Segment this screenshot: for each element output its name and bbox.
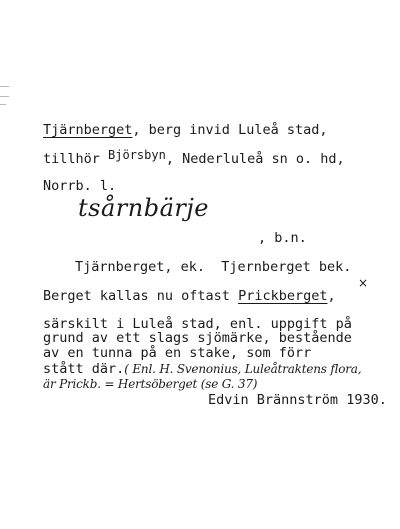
county-abbrev: Norrb. l. [43,178,117,194]
edge-mark [0,104,6,105]
edge-mark [0,86,9,87]
handwritten-note-1: ( Enl. H. Svenonius, Luleåtraktens flora, [124,362,362,376]
current-name: Prickberget [238,288,328,304]
signature-surname: Brännström [256,392,339,408]
dialect-abbrev: , b.n. [258,230,307,246]
signature [208,392,387,408]
card-line-7: särskilt i Luleå stad, enl. uppgift på [43,316,352,332]
signature-first: Edvin [208,392,257,408]
head-word: Tjärnberget [43,122,133,138]
dialect-form: tsårnbärje [78,194,209,222]
line2-start: tillhör [43,151,109,167]
card-line-3 [43,178,116,194]
handwritten-note-2: är Prickb. = Hertsöberget (se G. 37) [43,377,258,391]
card-line-8: grund av ett slags sjömärke, bestående [43,330,352,346]
card-line-5: Tjärnberget, ek. Tjernberget bek. [75,259,352,275]
signature-year: 1930. [338,392,387,408]
card-line-10 [43,361,361,377]
line6-end: , [327,288,336,304]
card-line-6 [43,288,336,304]
village-name: Björsbyn [108,148,166,162]
card-line-2 [43,148,345,167]
line2-rest: , Nederluleå sn o. hd, [165,151,345,167]
x-mark: × [358,276,369,290]
line6-start: Berget kallas nu oftast [43,288,239,304]
edge-mark [0,96,9,97]
line10-typed: stått där. [43,361,125,377]
card-line-1 [43,122,327,138]
card-line-9: av en tunna på en stake, som förr [43,345,312,361]
line1-rest: , berg invid Luleå stad, [132,122,328,138]
